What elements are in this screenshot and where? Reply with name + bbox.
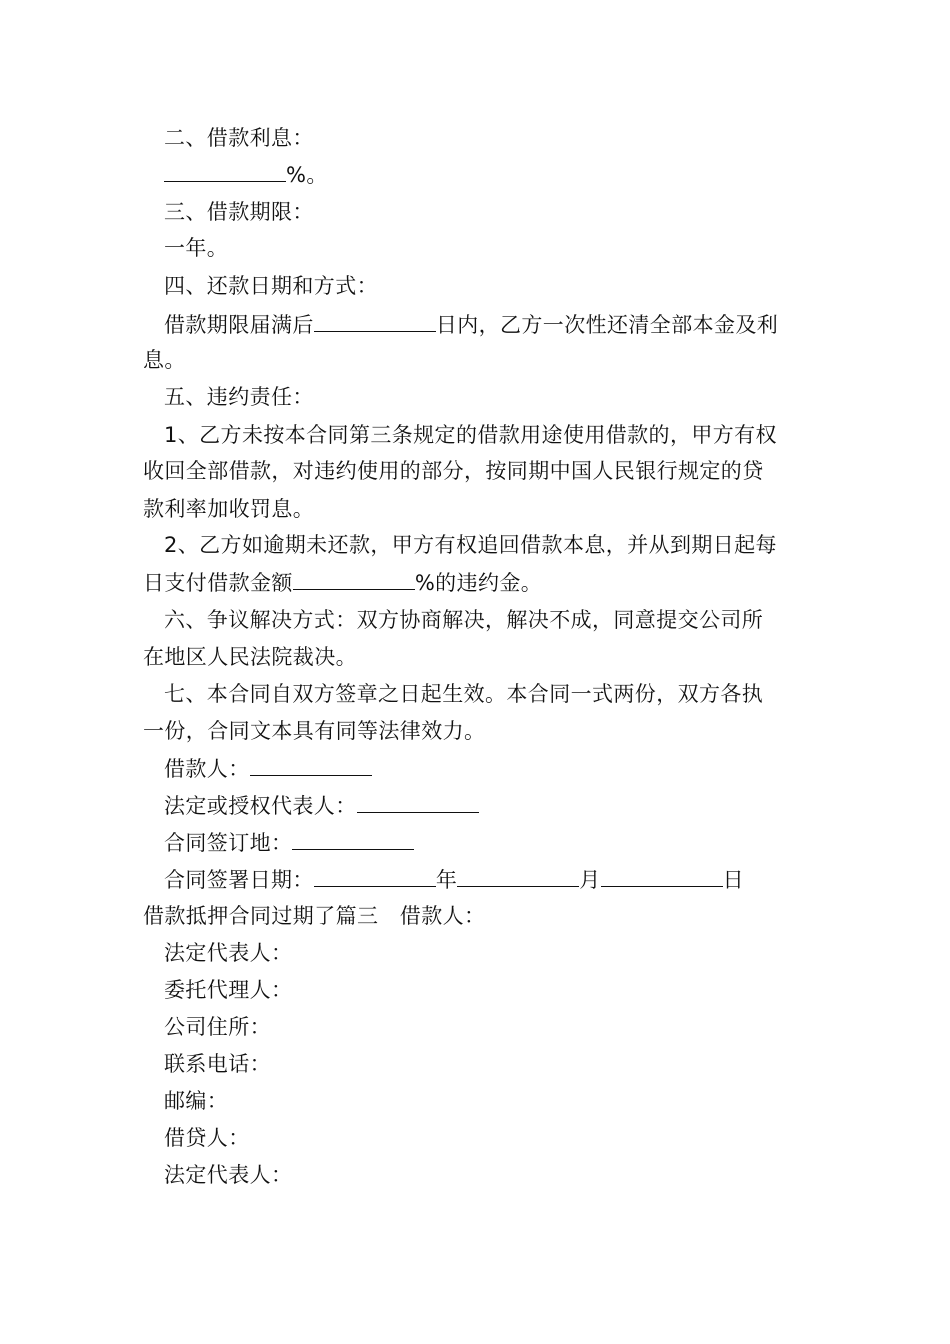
company-address-label: 公司住所： bbox=[164, 1015, 271, 1039]
day-label: 日 bbox=[722, 868, 745, 892]
repayment-clause-line2: 息。 bbox=[143, 348, 186, 372]
year-label: 年 bbox=[435, 868, 458, 892]
penalty-suffix: %的违约金。 bbox=[414, 571, 543, 595]
day-blank bbox=[601, 864, 723, 887]
dispute-clause-line1: 六、争议解决方式：双方协商解决，解决不成，同意提交公司所 bbox=[164, 608, 764, 632]
effect-clause-line1: 七、本合同自双方签章之日起生效。本合同一式两份，双方各执 bbox=[164, 682, 764, 706]
signing-date-line bbox=[164, 864, 744, 895]
lender-legal-representative-label: 法定代表人： bbox=[164, 1163, 293, 1187]
term-value: 一年。 bbox=[164, 236, 229, 260]
repayment-clause-line1 bbox=[164, 309, 778, 340]
legal-representative-label: 法定代表人： bbox=[164, 941, 293, 965]
interest-rate-suffix: %。 bbox=[286, 163, 328, 187]
liability-clause2-line2 bbox=[143, 567, 542, 598]
section-liability-heading: 五、违约责任： bbox=[164, 385, 314, 409]
postcode-label: 邮编： bbox=[164, 1089, 229, 1113]
repayment-suffix: 日内，乙方一次性还清全部本金及利 bbox=[435, 313, 779, 337]
phone-label: 联系电话： bbox=[164, 1052, 271, 1076]
penalty-prefix: 日支付借款金额 bbox=[143, 571, 293, 595]
year-blank bbox=[314, 864, 436, 887]
section-interest-heading: 二、借款利息： bbox=[164, 126, 314, 150]
liability-clause1-line2: 收回全部借款，对违约使用的部分，按同期中国人民银行规定的贷 bbox=[143, 459, 764, 483]
signing-place-line bbox=[164, 827, 414, 858]
interest-rate-line bbox=[164, 159, 328, 190]
liability-clause1-line1: 1、乙方未按本合同第三条规定的借款用途使用借款的，甲方有权 bbox=[164, 423, 777, 447]
representative-signature-line bbox=[164, 790, 479, 821]
borrower-signature-line bbox=[164, 753, 372, 784]
liability-clause2-line1: 2、乙方如逾期未还款，甲方有权追回借款本息，并从到期日起每 bbox=[164, 533, 777, 557]
penalty-rate-blank bbox=[293, 567, 415, 590]
lender-label: 借贷人： bbox=[164, 1126, 250, 1150]
borrower-label: 借款人： bbox=[164, 757, 250, 781]
dispute-clause-line2: 在地区人民法院裁决。 bbox=[143, 645, 357, 669]
signing-place-blank bbox=[292, 827, 414, 850]
section-repayment-heading: 四、还款日期和方式： bbox=[164, 274, 378, 298]
borrower-blank bbox=[250, 753, 372, 776]
effect-clause-line2: 一份，合同文本具有同等法律效力。 bbox=[143, 719, 486, 743]
agent-label: 委托代理人： bbox=[164, 978, 293, 1002]
month-label: 月 bbox=[579, 868, 601, 892]
signing-date-label: 合同签署日期： bbox=[164, 868, 314, 892]
interest-rate-blank bbox=[164, 159, 286, 182]
month-blank bbox=[457, 864, 579, 887]
section-three-heading: 借款抵押合同过期了篇三 借款人： bbox=[143, 904, 486, 928]
signing-place-label: 合同签订地： bbox=[164, 831, 293, 855]
representative-blank bbox=[357, 790, 479, 813]
representative-label: 法定或授权代表人： bbox=[164, 794, 357, 818]
repayment-days-blank bbox=[314, 309, 436, 332]
section-term-heading: 三、借款期限： bbox=[164, 200, 314, 224]
repayment-prefix: 借款期限届满后 bbox=[164, 313, 314, 337]
liability-clause1-line3: 款利率加收罚息。 bbox=[143, 497, 315, 521]
